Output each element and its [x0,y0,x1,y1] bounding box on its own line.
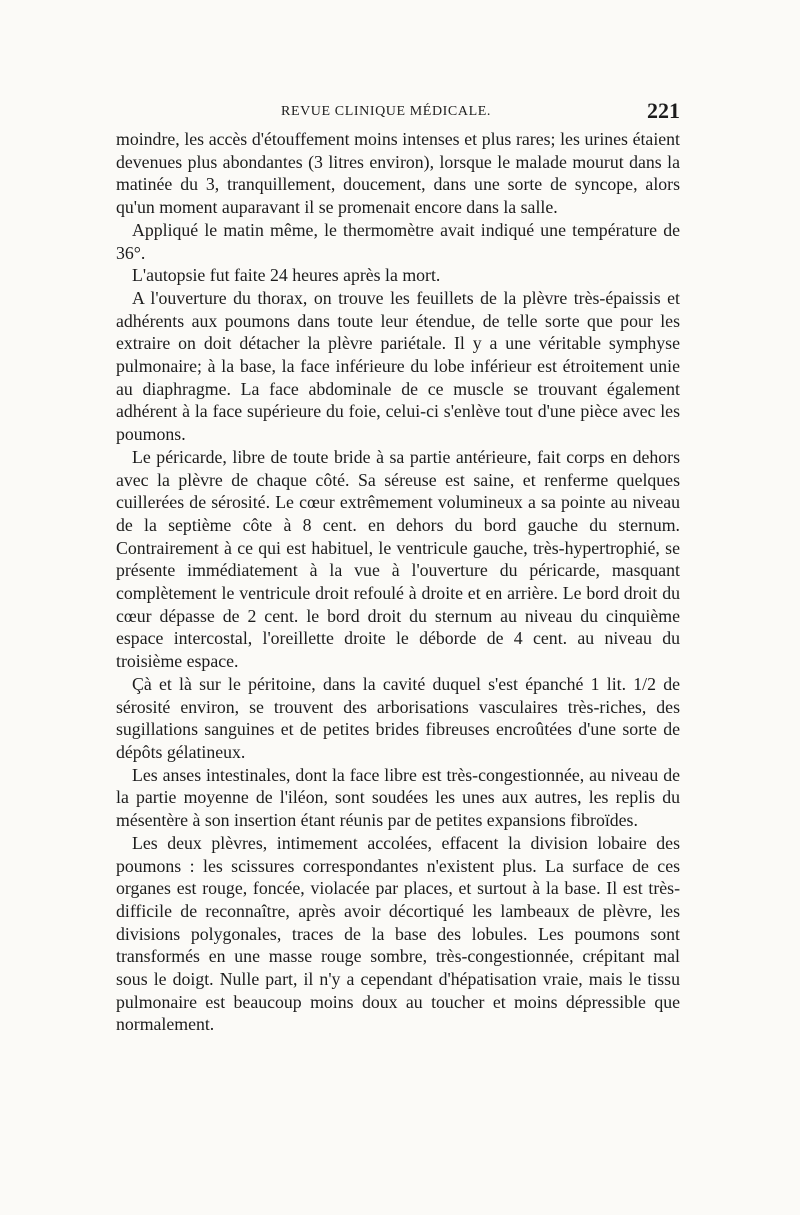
paragraph: Appliqué le matin même, le thermomètre avait indiqué une température de 36°. [116,219,680,263]
paragraph: L'autopsie fut faite 24 heures après la mort. [132,265,441,286]
paragraph: Les anses intestinales, dont la face libre est très-congestionnée, au niveau de la partie moyenne de l'iléon, sont soudées les unes aux autres, les replis du mésentère à son insertion étant réunis par de petites expansions fibroïdes. [116,764,680,831]
paragraph: A l'ouverture du thorax, on trouve les feuillets de la plèvre très-épaissis et adhérents aux poumons dans toute leur étendue, de telle sorte que pour les extraire on doit détacher la plèvre pariétale. Il y a une véritable symphyse pulmonaire; à la base, la face inférieure du lobe inférieur est étroitement unie au diaphragme. La face abdominale de ce muscle se trouvant également adhérent à la face supérieure du foie, celui-ci s'enlève tout d'une pièce avec les poumons. [116,287,680,445]
body-text [116,128,680,1036]
paragraph: Çà et là sur le péritoine, dans la cavité duquel s'est épanché 1 lit. 1/2 de sérosité environ, se trouvent des arborisations vasculaires très-riches, des sugillations sanguines et de petites brides fibreuses encroûtées d'une sorte de dépôts gélatineux. [116,673,680,762]
running-title: REVUE CLINIQUE MÉDICALE. [281,104,491,119]
paragraph: Le péricarde, libre de toute bride à sa partie antérieure, fait corps en dehors avec la plèvre de chaque côté. Sa séreuse est saine, et renferme quelques cuillerées de sérosité. Le cœur extrêmement volumineux a sa pointe au niveau de la septième côte à 8 cent. en dehors du bord gauche du sternum. Contrairement à ce qui est habituel, le ventricule gauche, très-hypertrophié, se présente immédiatement à la vue à l'ouverture du péricarde, masquant complètement le ventricule droit refoulé à droite et en arrière. Le bord droit du cœur dépasse de 2 cent. le bord droit du sternum au niveau du cinquième espace intercostal, l'oreillette droite le déborde de 4 cent. au niveau du troisième espace. [116,446,680,672]
paragraph: Les deux plèvres, intimement accolées, effacent la division lobaire des poumons : les scissures correspondantes n'existent plus. La surface de ces organes est rouge, foncée, violacée par places, et surtout à la base. Il est très-difficile de reconnaître, après avoir décortiqué les lambeaux de plèvre, les divisions polygonales, traces de la base des lobules. Les poumons sont transformés en une masse rouge sombre, très-congestionnée, crépitant mal sous le doigt. Nulle part, il n'y a cependant d'hépatisation vraie, mais le tissu pulmonaire est beaucoup moins doux au toucher et moins dépressible que normalement. [116,832,680,1035]
running-head [116,96,680,126]
page-number: 221 [647,98,680,123]
paragraph: moindre, les accès d'étouffement moins intenses et plus rares; les urines étaient devenues plus abondantes (3 litres environ), lorsque le malade mourut dans la matinée du 3, tranquillement, doucement, dans une sorte de syncope, alors qu'un moment auparavant il se promenait encore dans la salle. [116,129,680,218]
